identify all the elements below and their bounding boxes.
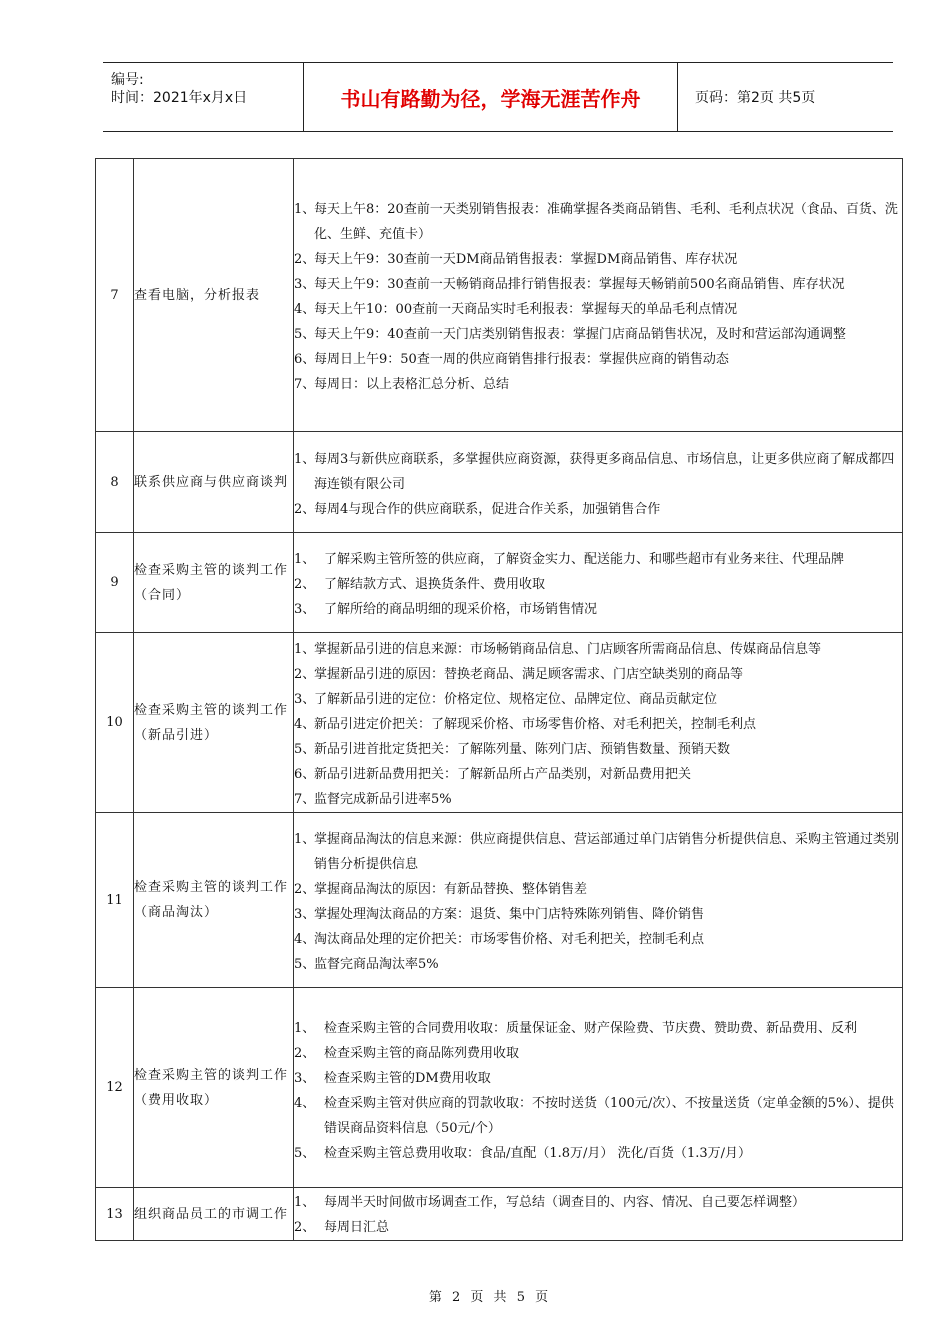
table-row <box>96 533 903 633</box>
detail-item-text: 每周日上午9：50查一周的供应商销售排行报表：掌握供应商的销售动态 <box>314 352 729 367</box>
detail-item-text: 每天上午9：30查前一天畅销商品排行销售报表：掌握每天畅销前500名商品销售、库存状况 <box>314 277 845 292</box>
detail-item-text: 掌握新品引进的原因：替换老商品、满足顾客需求、门店空缺类别的商品等 <box>314 667 744 682</box>
detail-item-number: 3、 <box>294 277 316 292</box>
table-row <box>96 988 903 1188</box>
detail-item <box>294 1016 902 1041</box>
detail-item-text: 了解结款方式、退换货条件、费用收取 <box>324 577 546 592</box>
task-name: 检查采购主管的谈判工作（新品引进） <box>134 633 294 813</box>
detail-item-text: 了解采购主管所签的供应商，了解资金实力、配送能力、和哪些超市有业务来往、代理品牌 <box>324 552 845 567</box>
detail-item <box>294 762 902 787</box>
detail-item-text: 每天上午9：40查前一天门店类别销售报表：掌握门店商品销售状况，及时和营运部沟通调整 <box>314 327 846 342</box>
table-row <box>96 432 903 533</box>
detail-item-number: 3、 <box>294 907 316 922</box>
task-details <box>294 633 903 813</box>
detail-item-number: 3、 <box>294 692 316 707</box>
detail-item-text: 每天上午8：20查前一天类别销售报表：准确掌握各类商品销售、毛利、毛利点状况（食品、百货、洗化、生鲜、充值卡） <box>314 202 898 242</box>
row-number: 12 <box>96 988 134 1188</box>
header-meta <box>103 63 304 131</box>
task-details <box>294 988 903 1188</box>
detail-item <box>294 272 902 297</box>
detail-item-text: 每天上午10：00查前一天商品实时毛利报表：掌握每天的单品毛利点情况 <box>314 302 738 317</box>
task-details <box>294 1188 903 1241</box>
detail-item <box>294 247 902 272</box>
detail-item-number: 4、 <box>294 1095 316 1111</box>
header-page-number <box>687 63 893 131</box>
detail-item-text: 淘汰商品处理的定价把关：市场零售价格、对毛利把关，控制毛利点 <box>314 932 705 947</box>
detail-item <box>294 1066 902 1091</box>
detail-item-text: 每周半天时间做市场调查工作，写总结（调查目的、内容、情况、自己要怎样调整） <box>324 1195 806 1210</box>
detail-item <box>294 197 902 247</box>
detail-item <box>294 547 902 572</box>
detail-item-text: 掌握新品引进的信息来源：市场畅销商品信息、门店顾客所需商品信息、传媒商品信息等 <box>314 642 822 657</box>
detail-item-number: 6、 <box>294 767 316 782</box>
detail-item-number: 1、 <box>294 1020 316 1036</box>
page-footer: 第 2 页 共 5 页 <box>428 1290 552 1305</box>
detail-item-number: 1、 <box>294 832 316 847</box>
detail-item-text: 检查采购主管对供应商的罚款收取：不按时送货（100元/次）、不按量送货（定单金额的5%）、提供错误商品资料信息（50元/个） <box>324 1095 894 1136</box>
detail-item-text: 新品引进新品费用把关：了解新品所占产品类别，对新品费用把关 <box>314 767 692 782</box>
detail-item-number: 5、 <box>294 742 316 757</box>
detail-item <box>294 497 902 522</box>
task-details <box>294 533 903 633</box>
detail-item-number: 2、 <box>294 501 316 517</box>
detail-item-text: 每周3与新供应商联系，多掌握供应商资源，获得更多商品信息、市场信息，让更多供应商了解成都四海连锁有限公司 <box>314 451 895 492</box>
detail-item <box>294 597 902 622</box>
detail-item-text: 检查采购主管的商品陈列费用收取 <box>324 1045 520 1061</box>
detail-item-text: 每周4与现合作的供应商联系，促进合作关系，加强销售合作 <box>314 501 661 517</box>
detail-item-text: 检查采购主管的合同费用收取：质量保证金、财产保险费、节庆费、赞助费、新品费用、反利 <box>324 1020 858 1036</box>
task-name: 检查采购主管的谈判工作（费用收取） <box>134 988 294 1188</box>
detail-item-number: 2、 <box>294 882 316 897</box>
detail-item <box>294 297 902 322</box>
detail-item <box>294 827 902 877</box>
detail-item-text: 了解所给的商品明细的现采价格，市场销售情况 <box>324 602 598 617</box>
detail-item-text: 掌握商品淘汰的原因：有新品替换、整体销售差 <box>314 882 588 897</box>
detail-item-number: 3、 <box>294 602 316 617</box>
header-motto: 书山有路勤为径，学海无涯苦作舟 <box>304 63 678 131</box>
detail-item-number: 4、 <box>294 302 316 317</box>
detail-item <box>294 687 902 712</box>
detail-item <box>294 447 902 497</box>
row-number: 9 <box>96 533 134 633</box>
detail-item-text: 监督完成新品引进率5% <box>314 792 452 807</box>
detail-item-text: 每天上午9：30查前一天DM商品销售报表：掌握DM商品销售、库存状况 <box>314 252 738 267</box>
task-name: 检查采购主管的谈判工作（合同） <box>134 533 294 633</box>
table-row <box>96 1188 903 1241</box>
detail-item <box>294 347 902 372</box>
detail-item <box>294 902 902 927</box>
detail-item-number: 7、 <box>294 792 316 807</box>
detail-item-number: 2、 <box>294 667 316 682</box>
task-details <box>294 813 903 988</box>
detail-item-number: 3、 <box>294 1070 316 1086</box>
table-row <box>96 813 903 988</box>
detail-item-number: 4、 <box>294 932 316 947</box>
detail-item-text: 监督完商品淘汰率5% <box>314 957 439 972</box>
detail-item-number: 2、 <box>294 1220 316 1235</box>
page-header <box>103 62 893 132</box>
row-number: 13 <box>96 1188 134 1241</box>
detail-item <box>294 572 902 597</box>
task-name: 组织商品员工的市调工作 <box>134 1188 294 1241</box>
document-number: 编号: <box>111 72 144 88</box>
header-page-label: 页码：第2页 共5页 <box>695 90 816 106</box>
table-row <box>96 633 903 813</box>
detail-item <box>294 1041 902 1066</box>
detail-item-text: 检查采购主管总费用收取：食品/直配（1.8万/月） 洗化/百货（1.3万/月） <box>324 1145 752 1161</box>
detail-item-number: 1、 <box>294 552 316 567</box>
table-row <box>96 159 903 432</box>
detail-item-number: 5、 <box>294 1145 316 1161</box>
document-date: 时间：2021年x月x日 <box>111 90 248 106</box>
detail-item-number: 1、 <box>294 451 316 467</box>
detail-item-number: 5、 <box>294 957 316 972</box>
detail-item-text: 了解新品引进的定位：价格定位、规格定位、品牌定位、商品贡献定位 <box>314 692 718 707</box>
task-details <box>294 159 903 432</box>
task-name: 检查采购主管的谈判工作（商品淘汰） <box>134 813 294 988</box>
detail-item-text: 新品引进定价把关：了解现采价格、市场零售价格、对毛利把关，控制毛利点 <box>314 717 757 732</box>
detail-item-number: 2、 <box>294 577 316 592</box>
detail-item <box>294 372 902 397</box>
detail-item <box>294 787 902 812</box>
detail-item-number: 4、 <box>294 717 316 732</box>
detail-item <box>294 927 902 952</box>
task-name: 查看电脑，分析报表 <box>134 159 294 432</box>
row-number: 7 <box>96 159 134 432</box>
duty-table <box>95 158 903 1241</box>
task-details <box>294 432 903 533</box>
detail-item-text: 检查采购主管的DM费用收取 <box>324 1070 491 1086</box>
detail-item-text: 掌握处理淘汰商品的方案：退货、集中门店特殊陈列销售、降价销售 <box>314 907 705 922</box>
task-name: 联系供应商与供应商谈判 <box>134 432 294 533</box>
row-number: 8 <box>96 432 134 533</box>
detail-item-number: 1、 <box>294 202 316 217</box>
detail-item-number: 7、 <box>294 377 316 392</box>
detail-item <box>294 1141 902 1166</box>
detail-item-number: 1、 <box>294 1195 316 1210</box>
detail-item <box>294 712 902 737</box>
detail-item <box>294 737 902 762</box>
row-number: 10 <box>96 633 134 813</box>
detail-item-number: 1、 <box>294 642 316 657</box>
row-number: 11 <box>96 813 134 988</box>
detail-item <box>294 1215 902 1240</box>
detail-item-number: 6、 <box>294 352 316 367</box>
detail-item <box>294 637 902 662</box>
detail-item-text: 掌握商品淘汰的信息来源：供应商提供信息、营运部通过单门店销售分析提供信息、采购主管通过类别销售分析提供信息 <box>314 832 900 872</box>
detail-item-text: 新品引进首批定货把关：了解陈列量、陈列门店、预销售数量、预销天数 <box>314 742 731 757</box>
detail-item <box>294 322 902 347</box>
detail-item <box>294 877 902 902</box>
detail-item-number: 2、 <box>294 252 316 267</box>
detail-item <box>294 1190 902 1215</box>
detail-item-text: 每周日汇总 <box>324 1220 390 1235</box>
detail-item-number: 2、 <box>294 1045 316 1061</box>
detail-item-number: 5、 <box>294 327 316 342</box>
detail-item <box>294 662 902 687</box>
detail-item <box>294 952 902 977</box>
detail-item-text: 每周日：以上表格汇总分析、总结 <box>314 377 510 392</box>
detail-item <box>294 1091 902 1141</box>
